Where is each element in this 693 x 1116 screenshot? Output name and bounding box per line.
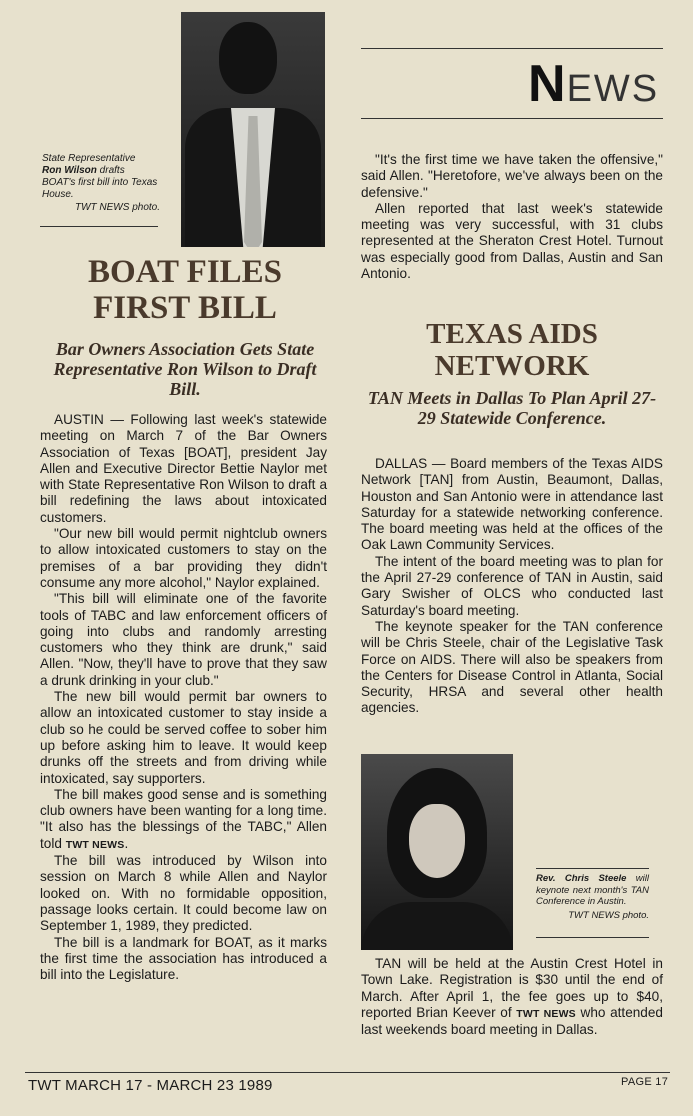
aids-article-body — [361, 456, 663, 717]
article-paragraph: AUSTIN — Following last week's statewide meeting on March 7 of the Bar Owners Association of Texas [BOAT], president Jay Allen and Executive Director Bettie Naylor met with State Representative Ron Wilson to draft a bill redefining the laws about intoxicated customers. — [40, 412, 327, 525]
article-paragraph: The new bill would permit bar owners to allow an intoxicated customer to stay inside a club so he could be served coffee to sober him up before asking him to leave. It would keep drunks off the streets and from driving while intoxicated, say supporters. — [40, 689, 327, 786]
boat-article-continued — [361, 152, 663, 282]
article-paragraph: DALLAS — Board members of the Texas AIDS Network [TAN] from Austin, Beaumont, Dallas, Houston and San Antonio were in attendance last Saturday for a statewide networking conference. The board meeting was held at the offices of the Oak Lawn Community Services. — [361, 456, 663, 553]
boat-headline: BOAT FILES FIRST BILL — [87, 254, 283, 326]
issue-date: TWT MARCH 17 - MARCH 23 1989 — [28, 1077, 273, 1094]
photo-caption-steele: Rev. Chris Steele will keynote next month's TAN Conference in Austin. TWT NEWS photo. — [536, 873, 649, 921]
article-paragraph: Allen reported that last week's statewide meeting was very successful, with 31 clubs represented at the Sheraton Crest Hotel. Turnout was especially good from Dallas, Austin and San Antonio. — [361, 200, 663, 282]
boat-subhead: Bar Owners Association Gets State Representative Ron Wilson to Draft Bill. — [53, 339, 317, 399]
article-paragraph: "It's the first time we have taken the offensive," said Allen. "Heretofore, we've always been on the defensive." — [361, 152, 663, 200]
chris-steele-photo — [361, 754, 513, 950]
aids-article-end — [361, 956, 663, 1038]
aids-network-headline: TEXAS AIDS NETWORK — [426, 318, 598, 382]
article-paragraph: "This bill will eliminate one of the favorite tools of TABC and law enforcement officers of going into clubs and randomly arresting customers who they think are drunk," said Allen. "Now, they'll have to prove that they saw a drunk drinking in your club." — [40, 591, 327, 688]
news-section-title: NEWS — [528, 55, 660, 113]
caption-name: Ron Wilson — [42, 165, 97, 176]
page-number: PAGE 17 — [621, 1076, 669, 1088]
article-paragraph: The bill was introduced by Wilson into session on March 8 while Allen and Naylor looked on. With no formidable opposition, passage looks certain. It could become law on September 1, 1989, they predicted. — [40, 853, 327, 934]
photo-caption-wilson: State Representative Ron Wilson drafts BOAT's first bill into Texas House. TWT NEWS photo. — [42, 153, 160, 213]
article-paragraph: "Our new bill would permit nightclub owners to allow intoxicated customers to stay on the premises of a bar providing they didn't consume any more alcohol," Naylor explained. — [40, 526, 327, 590]
news-rule-bottom — [361, 118, 663, 119]
photo-credit: TWT NEWS photo. — [74, 202, 160, 213]
boat-article-body — [40, 412, 327, 983]
footer-rule — [25, 1072, 670, 1073]
article-paragraph: The intent of the board meeting was to plan for the April 27-29 conference of TAN in Austin, said Gary Swisher of OLCS who conducted last Saturday's board meeting. — [361, 553, 663, 618]
news-rule-top — [361, 48, 663, 49]
aids-network-subhead: TAN Meets in Dallas To Plan April 27-29 Statewide Conference. — [367, 388, 657, 428]
caption-rule — [40, 226, 158, 227]
article-paragraph: The bill makes good sense and is something club owners have been wanting for a long time. "It also has the blessings of the TABC," Allen told TWT NEWS. — [40, 786, 327, 851]
photo-credit: TWT NEWS photo. — [568, 909, 649, 921]
article-paragraph: The keynote speaker for the TAN conference will be Chris Steele, chair of the Legislative Task Force on AIDS. There will also be speakers from the Centers for Disease Control in Atlanta, Social Security, HRSA and several other health agencies. — [361, 618, 663, 716]
article-paragraph: TAN will be held at the Austin Crest Hotel in Town Lake. Registration is $30 until the end of March. After April 1, the fee goes up to $40, reported Brian Keever of TWT NEWS who attended last weekends board meeting in Dallas. — [361, 956, 663, 1038]
article-paragraph: The bill is a landmark for BOAT, as it marks the first time the association has introduced a bill into the Legislature. — [40, 934, 327, 983]
caption-rule — [536, 937, 649, 938]
caption-name: Rev. Chris Steele — [536, 873, 627, 884]
ron-wilson-photo — [181, 12, 325, 247]
caption-rule — [536, 868, 649, 869]
